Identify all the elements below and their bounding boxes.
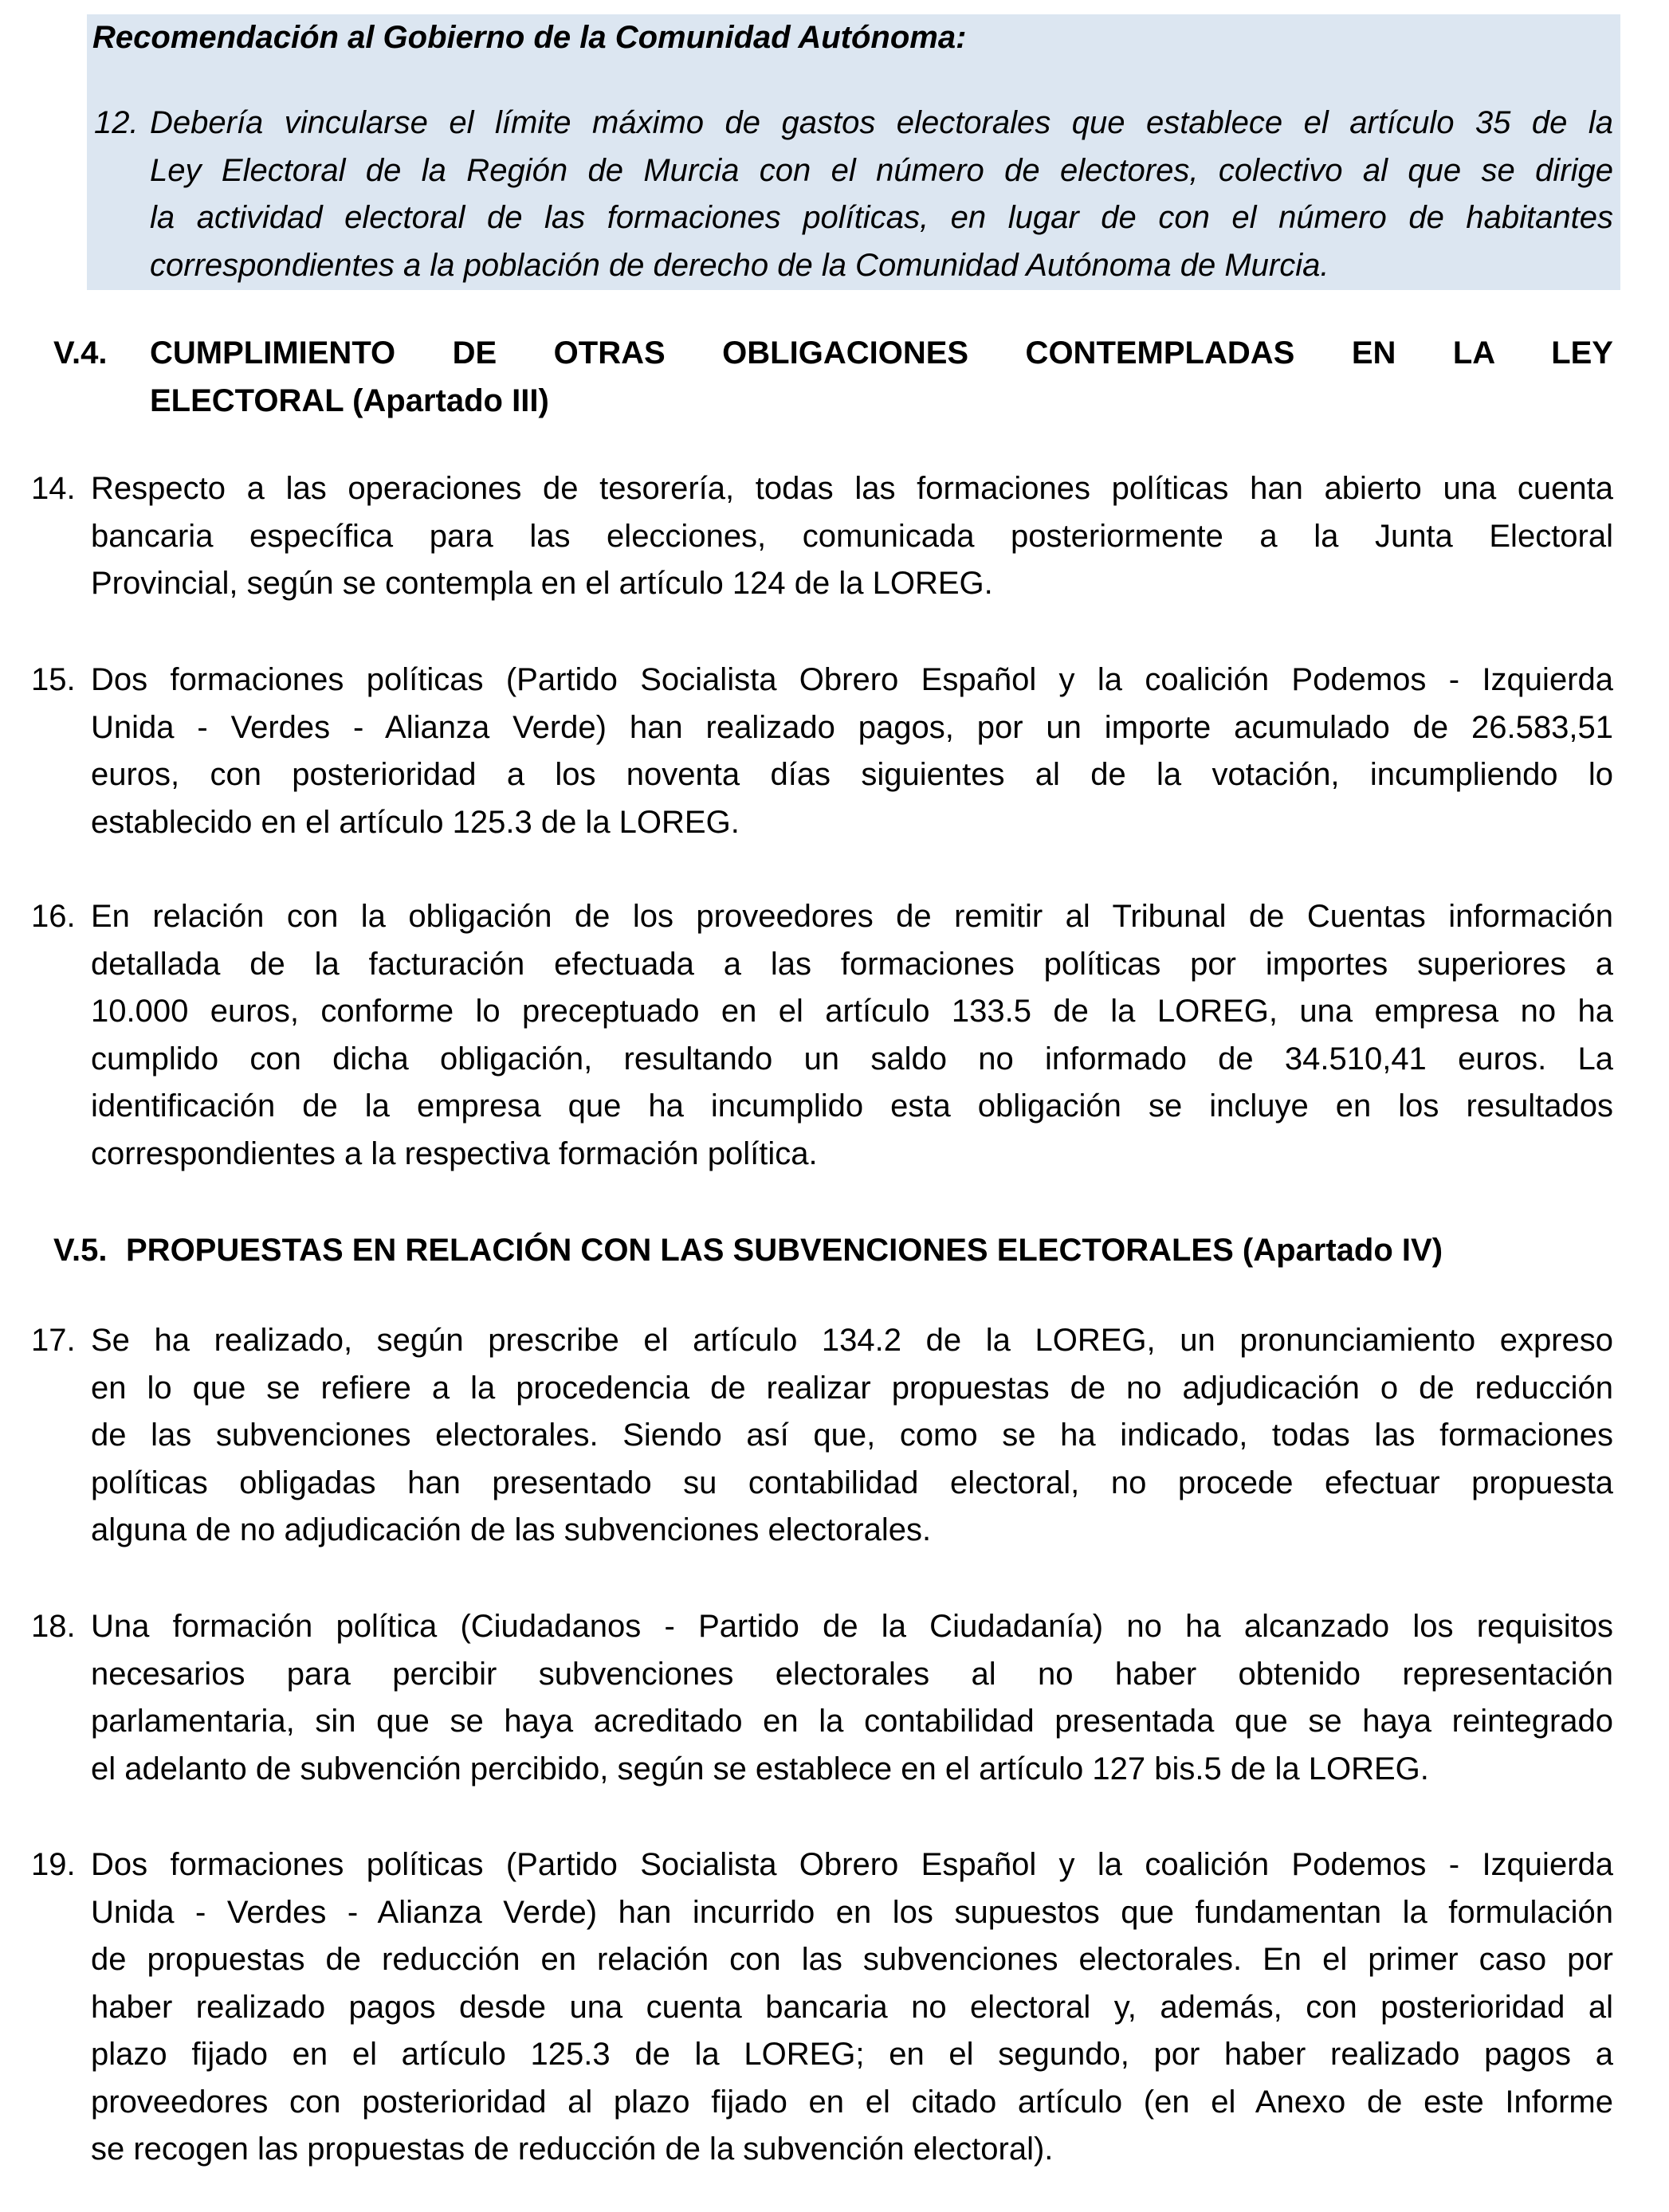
- list-item: [31, 1603, 1613, 1793]
- list-item-line: Dos formaciones políticas (Partido Socialista Obrero Español y la coalición Podemos - Izquierda: [91, 662, 1613, 697]
- recommendation-item-line: correspondientes a la población de derecho de la Comunidad Autónoma de Murcia.: [150, 247, 1329, 283]
- list-item-line: de propuestas de reducción en relación con las subvenciones electorales. En el primer caso por: [91, 1942, 1613, 1977]
- list-item-line: En relación con la obligación de los proveedores de remitir al Tribunal de Cuentas información: [91, 899, 1613, 934]
- list-item-line: Dos formaciones políticas (Partido Socialista Obrero Español y la coalición Podemos - Izquierda: [91, 1847, 1613, 1882]
- list-item-line: Provincial, según se contempla en el artículo 124 de la LOREG.: [91, 566, 993, 601]
- list-item-line: Una formación política (Ciudadanos - Partido de la Ciudadanía) no ha alcanzado los requisitos: [91, 1609, 1613, 1644]
- list-item-line: haber realizado pagos desde una cuenta bancaria no electoral y, además, con posterioridad al: [91, 1989, 1613, 2025]
- recommendation-item-line: Debería vincularse el límite máximo de gastos electorales que establece el artículo 35 de la: [150, 105, 1613, 140]
- section-heading: [53, 1227, 1602, 1275]
- list-item-line: en lo que se refiere a la procedencia de realizar propuestas de no adjudicación o de reducción: [91, 1370, 1613, 1406]
- list-item-line: detallada de la facturación efectuada a las formaciones políticas por importes superiores a: [91, 946, 1613, 982]
- list-item-number: 18.: [31, 1609, 76, 1644]
- list-item-line: proveedores con posterioridad al plazo fijado en el citado artículo (en el Anexo de este Informe: [91, 2084, 1613, 2120]
- list-item-number: 17.: [31, 1323, 76, 1358]
- list-item: [31, 1317, 1613, 1555]
- list-item-line: Respecto a las operaciones de tesorería, todas las formaciones políticas han abierto una cuenta: [91, 471, 1613, 506]
- list-item-number: 15.: [31, 662, 76, 697]
- list-item: [31, 465, 1613, 608]
- section-heading: [53, 330, 1613, 425]
- list-item-line: establecido en el artículo 125.3 de la LOREG.: [91, 804, 740, 840]
- list-item: [31, 657, 1613, 846]
- list-item-line: cumplido con dicha obligación, resultando un saldo no informado de 34.510,41 euros. La: [91, 1041, 1613, 1077]
- list-item-line: identificación de la empresa que ha incumplido esta obligación se incluye en los resultados: [91, 1088, 1613, 1124]
- recommendation-item-line: Ley Electoral de la Región de Murcia con el número de electores, colectivo al que se dirige: [150, 152, 1613, 188]
- list-item: [31, 893, 1613, 1178]
- list-item-number: 19.: [31, 1847, 76, 1882]
- list-item-line: de las subvenciones electorales. Siendo así que, como se ha indicado, todas las formaciones: [91, 1418, 1613, 1453]
- list-item-line: Unida - Verdes - Alianza Verde) han realizado pagos, por un importe acumulado de 26.583,51: [91, 709, 1613, 745]
- list-item-line: necesarios para percibir subvenciones electorales al no haber obtenido representación: [91, 1656, 1613, 1692]
- list-item-line: euros, con posterioridad a los noventa días siguientes al de la votación, incumpliendo lo: [91, 757, 1613, 792]
- recommendation-item-number: 12.: [94, 105, 139, 140]
- recommendation-item-line: la actividad electoral de las formaciones políticas, en lugar de con el número de habitantes: [150, 200, 1613, 235]
- list-item-line: se recogen las propuestas de reducción de la subvención electoral).: [91, 2132, 1054, 2167]
- list-item-line: políticas obligadas han presentado su contabilidad electoral, no procede efectuar propuesta: [91, 1465, 1613, 1500]
- section-heading-line: PROPUESTAS EN RELACIÓN CON LAS SUBVENCIONES ELECTORALES (Apartado IV): [126, 1233, 1443, 1268]
- list-item-line: alguna de no adjudicación de las subvenciones electorales.: [91, 1512, 932, 1547]
- list-item-line: correspondientes a la respectiva formación política.: [91, 1135, 818, 1171]
- section-heading-number: V.4.: [53, 335, 108, 371]
- list-item-line: 10.000 euros, conforme lo preceptuado en el artículo 133.5 de la LOREG, una empresa no ha: [91, 994, 1613, 1029]
- list-item-line: bancaria específica para las elecciones, comunicada posteriormente a la Junta Electoral: [91, 518, 1613, 554]
- list-item-line: el adelanto de subvención percibido, según se establece en el artículo 127 bis.5 de la LOREG.: [91, 1751, 1429, 1786]
- list-item-line: Se ha realizado, según prescribe el artículo 134.2 de la LOREG, un pronunciamiento expreso: [91, 1323, 1613, 1358]
- recommendation-heading: [92, 14, 966, 62]
- list-item-number: 16.: [31, 899, 76, 934]
- section-heading-line: ELECTORAL (Apartado III): [150, 382, 549, 418]
- recommendation-item: [94, 100, 1613, 289]
- list-item-number: 14.: [31, 471, 76, 506]
- list-item-line: Unida - Verdes - Alianza Verde) han incurrido en los supuestos que fundamentan la formulación: [91, 1894, 1613, 1930]
- section-heading-line: CUMPLIMIENTO DE OTRAS OBLIGACIONES CONTEMPLADAS EN LA LEY: [150, 335, 1613, 371]
- recommendation-heading-text: Recomendación al Gobierno de la Comunidad Autónoma:: [92, 20, 967, 55]
- list-item-line: plazo fijado en el artículo 125.3 de la LOREG; en el segundo, por haber realizado pagos a: [91, 2037, 1613, 2072]
- list-item: [31, 1841, 1613, 2174]
- list-item-line: parlamentaria, sin que se haya acreditado en la contabilidad presentada que se haya reintegrado: [91, 1704, 1613, 1739]
- section-heading-number: V.5.: [53, 1233, 108, 1268]
